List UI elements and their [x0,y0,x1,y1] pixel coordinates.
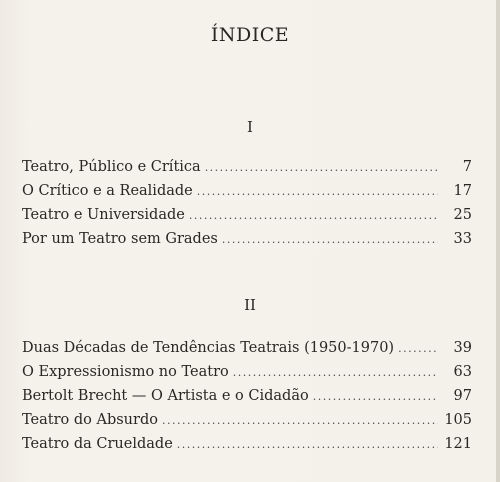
toc-entry-title: Duas Décadas de Tendências Teatrais (1950-1970) [22,340,395,356]
dot-leader [222,233,438,246]
toc-section-2 [22,340,472,460]
dot-leader [189,209,438,222]
dot-leader [313,390,438,403]
toc-entry-title: O Expressionismo no Teatro [22,364,229,380]
dot-leader [162,414,438,427]
dot-leader [197,185,438,198]
toc-entry-page: 33 [453,231,472,247]
toc-entry-title: Teatro, Público e Crítica [22,159,201,175]
toc-entry-page: 7 [462,159,472,175]
toc-entry [22,183,472,207]
dot-leader [177,438,438,451]
toc-entry [22,436,472,460]
page-title: ÍNDICE [210,24,290,46]
toc-entry-page: 17 [453,183,472,199]
toc-entry-page: 105 [444,412,472,428]
toc-entry-title: Teatro do Absurdo [22,412,158,428]
toc-entry-title: Bertolt Brecht — O Artista e o Cidadão [22,388,309,404]
toc-entry [22,412,472,436]
section-heading-1: I [247,118,253,136]
toc-entry [22,388,472,412]
dot-leader [233,366,438,379]
toc-entry-page: 121 [444,436,472,452]
toc-entry-title: O Crítico e a Realidade [22,183,193,199]
toc-section-1 [22,159,472,255]
toc-entry-title: Teatro da Crueldade [22,436,173,452]
toc-entry-page: 97 [453,388,472,404]
dot-leader [398,342,438,355]
dot-leader [205,161,438,174]
toc-entry [22,159,472,183]
toc-entry [22,364,472,388]
toc-entry-page: 25 [453,207,472,223]
toc-entry [22,340,472,364]
toc-entry-page: 39 [453,340,472,356]
page-edge [496,0,500,482]
toc-entry-page: 63 [453,364,472,380]
toc-entry [22,231,472,255]
toc-entry-title: Por um Teatro sem Grades [22,231,218,247]
toc-entry [22,207,472,231]
section-heading-2: II [244,296,256,314]
toc-entry-title: Teatro e Universidade [22,207,185,223]
